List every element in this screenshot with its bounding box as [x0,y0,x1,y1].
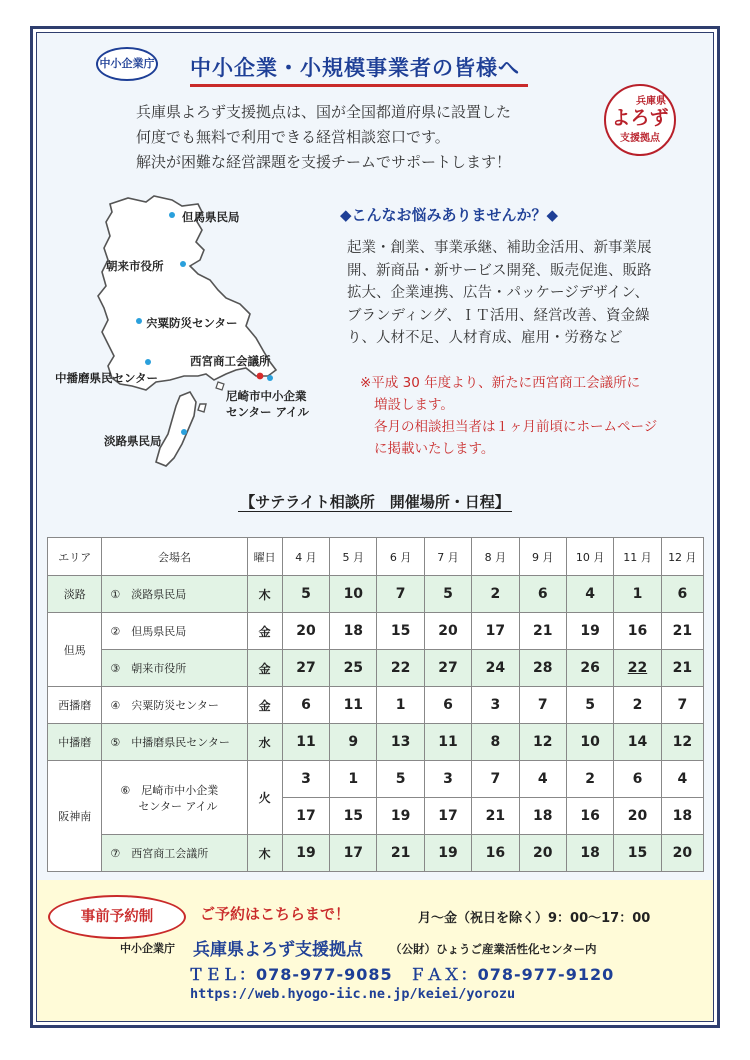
map-label: 淡路県民局 [104,434,162,448]
date-cell: 17 [282,798,329,835]
date-cell: 20 [282,613,329,650]
day-cell: 金 [247,650,282,687]
agency-logo: 中小企業庁 [96,47,158,81]
schedule-table [47,537,704,872]
map-label: 西宮商工会議所 [190,354,271,368]
map-label: 但馬県民局 [182,210,240,224]
venue-cell: ④ 宍粟防災センター [102,687,247,724]
map-dot [180,261,186,267]
venue-cell: ① 淡路県民局 [102,576,247,613]
intro-line: 何度でも無料で利用できる経営相談窓口です。 [136,128,450,146]
map-dot [267,375,273,381]
date-cell: 26 [566,650,613,687]
agency-name: 中小企業庁 [120,942,175,955]
date-cell: 7 [472,761,519,798]
date-cell: 24 [472,650,519,687]
map-dot [136,318,142,324]
map-label: センター アイル [226,405,310,419]
date-cell: 16 [566,798,613,835]
day-cell: 火 [247,761,282,835]
date-cell: 6 [661,576,703,613]
date-cell: 4 [566,576,613,613]
table-row [48,650,704,687]
schedule-title [0,491,750,512]
website-link[interactable]: https://web.hyogo-iic.ne.jp/keiei/yorozu [190,986,516,1002]
area-cell: 中播磨 [48,724,102,761]
date-cell: 19 [282,835,329,872]
date-cell: 21 [377,835,424,872]
phone-fax: ＴＥＬ：078-977-9085 ＦＡＸ：078-977-9120 [188,965,615,984]
intro-text [136,100,511,175]
map-label: 朝来市役所 [106,259,164,273]
table-row [48,613,704,650]
date-cell: 21 [661,613,703,650]
column-header: 4 月 [282,538,329,576]
date-cell: 19 [566,613,613,650]
date-cell: 27 [282,650,329,687]
hyogo-map-outline [50,190,350,490]
date-cell: 7 [661,687,703,724]
date-cell: 17 [330,835,377,872]
date-cell: 7 [377,576,424,613]
table-row [48,724,704,761]
venue-cell: ② 但馬県民局 [102,613,247,650]
day-cell: 木 [247,576,282,613]
inner-frame [36,32,714,1022]
date-cell: 21 [661,650,703,687]
worries-line: 開、新商品・新サービス開発、販売促進、販路 [347,262,652,279]
date-cell: 28 [519,650,566,687]
yorozu-logo [604,84,676,156]
date-cell: 5 [566,687,613,724]
date-cell: 6 [614,761,661,798]
yorozu-logo-top: 兵庫県 [636,96,666,107]
worries-line: ブランディング、ＩＴ活用、経営改善、資金繰 [347,307,650,324]
date-cell: 20 [519,835,566,872]
venue-cell: ③ 朝来市役所 [102,650,247,687]
date-cell: 18 [566,835,613,872]
column-header: エリア [48,538,102,576]
table-header-row [48,538,704,576]
intro-line: 解決が困難な経営課題を支援チームでサポートします！ [136,153,512,171]
date-cell: 15 [330,798,377,835]
worries-line: 拡大、企業連携、広告・パッケージデザイン、 [347,285,650,301]
date-cell: 1 [377,687,424,724]
area-cell: 淡路 [48,576,102,613]
venue-line: センター アイル [138,799,218,813]
map-label: 尼崎市中小企業 [226,389,307,403]
worries-list [347,237,692,350]
date-cell: 9 [330,724,377,761]
date-cell: 15 [614,835,661,872]
date-cell: 4 [661,761,703,798]
date-cell: 14 [614,724,661,761]
area-cell: 西播磨 [48,687,102,724]
schedule-title-text: 【サテライト相談所 開催場所・日程】 [240,493,510,511]
date-cell: 10 [566,724,613,761]
date-cell: 5 [282,576,329,613]
date-cell: 11 [330,687,377,724]
date-cell: 8 [472,724,519,761]
date-cell: 12 [661,724,703,761]
intro-line: 兵庫県よろず支援拠点は、国が全国都道府県に設置した [136,103,512,121]
date-cell: 6 [519,576,566,613]
date-cell: 11 [424,724,471,761]
date-cell: 19 [377,798,424,835]
date-cell: 15 [377,613,424,650]
date-cell: 1 [330,761,377,798]
venue-cell: ⑤ 中播磨県民センター [102,724,247,761]
reservation-badge: 事前予約制 [48,895,186,939]
date-cell: 7 [519,687,566,724]
page-title: 中小企業・小規模事業者の皆様へ [190,52,528,87]
column-header: 7 月 [424,538,471,576]
date-cell: 13 [377,724,424,761]
worries-line: 起業・創業、事業承継、補助金活用、新事業展 [347,240,652,256]
column-header: 10 月 [566,538,613,576]
date-cell: 11 [282,724,329,761]
date-cell: 18 [519,798,566,835]
date-cell: 17 [472,613,519,650]
table-row [48,687,704,724]
notice-line: に掲載いたします。 [374,441,495,457]
date-cell: 5 [424,576,471,613]
column-header: 5 月 [330,538,377,576]
date-cell: 16 [472,835,519,872]
date-cell: 17 [424,798,471,835]
yorozu-logo-main: よろず [611,107,669,129]
date-cell: 20 [661,835,703,872]
table-row [48,835,704,872]
notice-line: 各月の相談担当者は１ヶ月前頃にホームページ [374,419,658,435]
venue-line: ⑥ 尼崎市中小企業 [120,783,219,797]
date-cell: 20 [614,798,661,835]
day-cell: 金 [247,687,282,724]
map-label: 中播磨県民センター [55,371,159,385]
table-row [48,576,704,613]
column-header: 8 月 [472,538,519,576]
map-dot [145,359,151,365]
column-header: 会場名 [102,538,247,576]
notice-line: 増設します。 [374,397,454,413]
hyogo-map [50,190,350,490]
date-cell: 6 [282,687,329,724]
date-cell: 19 [424,835,471,872]
column-header: 12 月 [661,538,703,576]
yorozu-logo-bottom: 支援拠点 [620,133,660,144]
date-cell: 16 [614,613,661,650]
date-cell: 6 [424,687,471,724]
day-cell: 水 [247,724,282,761]
map-dot [181,429,187,435]
column-header: 6 月 [377,538,424,576]
date-cell: 3 [282,761,329,798]
date-cell: 27 [424,650,471,687]
day-cell: 木 [247,835,282,872]
date-cell: 18 [330,613,377,650]
map-dot-new [257,373,264,380]
table-row [48,761,704,798]
date-cell: 2 [472,576,519,613]
date-cell: 25 [330,650,377,687]
date-cell: 18 [661,798,703,835]
venue-cell: ⑦ 西宮商工会議所 [102,835,247,872]
contact-heading: ご予約はこちらまで！ [200,905,351,923]
date-cell: 21 [519,613,566,650]
venue-cell [102,761,247,835]
column-header: 曜日 [247,538,282,576]
date-cell: 10 [330,576,377,613]
notice-line: ※平成 30 年度より、新たに西宮商工会議所に [360,375,641,391]
date-cell: 2 [566,761,613,798]
new-office-notice [360,372,700,460]
worries-title: ◆こんなお悩みありませんか？◆ [340,206,559,224]
date-cell: 20 [424,613,471,650]
date-cell: 2 [614,687,661,724]
area-cell: 但馬 [48,613,102,687]
date-cell: 3 [472,687,519,724]
office-hours: 月～金（祝日を除く）9：00～17：00 [418,911,651,926]
date-cell: 4 [519,761,566,798]
organization-note: （公財）ひょうご産業活性化センター内 [390,942,597,956]
date-cell: 12 [519,724,566,761]
organization-name: 兵庫県よろず支援拠点 [193,940,363,960]
day-cell: 金 [247,613,282,650]
date-cell: 22 [377,650,424,687]
map-label: 宍粟防災センター [146,316,238,330]
date-cell: 1 [614,576,661,613]
column-header: 9 月 [519,538,566,576]
date-cell: 22 [614,650,661,687]
area-cell: 阪神南 [48,761,102,872]
map-dot [169,212,175,218]
column-header: 11 月 [614,538,661,576]
date-cell: 21 [472,798,519,835]
date-cell: 5 [377,761,424,798]
worries-line: り、人材不足、人材育成、雇用・労務など [347,330,623,346]
date-cell: 3 [424,761,471,798]
